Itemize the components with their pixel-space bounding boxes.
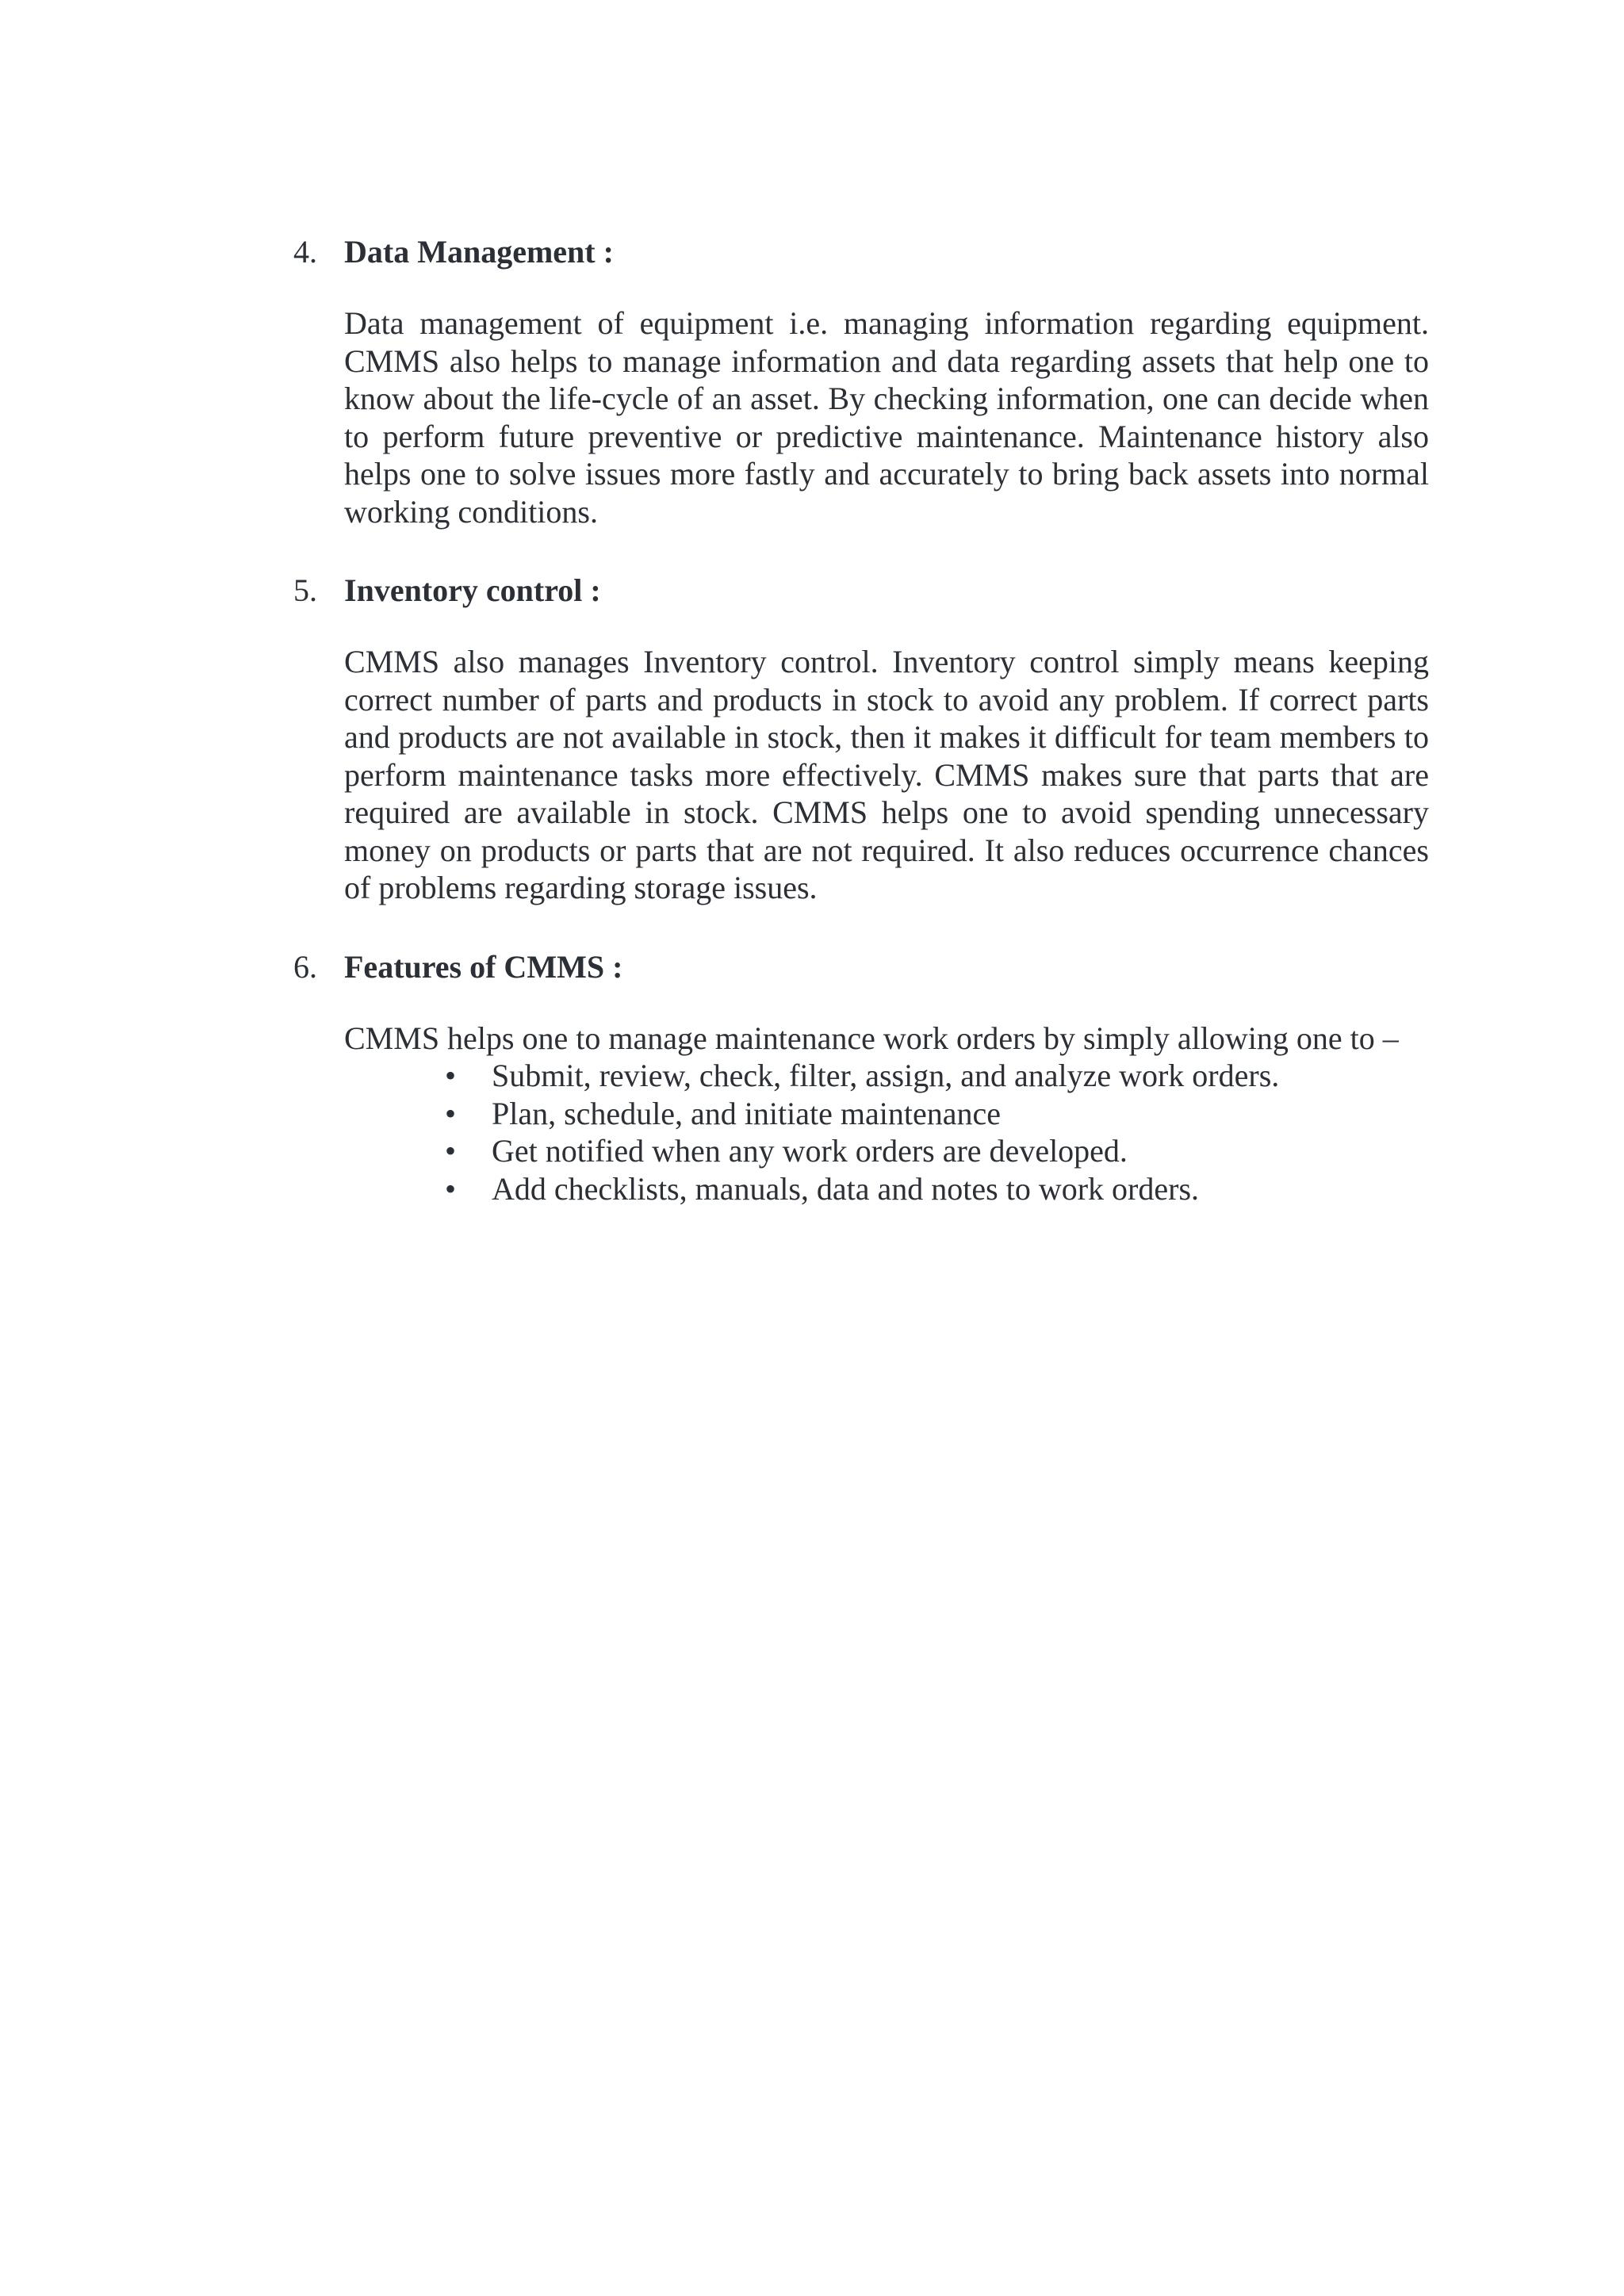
features-bullet-list [293,1057,1429,1207]
section-number: 5. [293,572,317,608]
section-title: Inventory control : [344,572,601,608]
bullet-icon: • [444,1058,456,1093]
list-item [293,1170,1429,1208]
section-number: 4. [293,234,317,270]
list-item [293,1095,1429,1133]
section-heading [293,945,1429,989]
bullet-icon: • [444,1133,456,1169]
section-title: Features of CMMS : [344,948,623,985]
list-item-text: Get notified when any work orders are developed. [492,1133,1128,1169]
section-heading [293,568,1429,613]
list-item-text: Plan, schedule, and initiate maintenance [492,1095,1001,1131]
section-number: 6. [293,948,317,985]
section-inventory-control [293,568,1429,907]
list-item-text: Submit, review, check, filter, assign, and analyze work orders. [492,1058,1280,1093]
list-item [293,1057,1429,1095]
list-item-text: Add checklists, manuals, data and notes to work orders. [492,1170,1200,1207]
section-title: Data Management : [344,234,614,270]
section-features-of-cmms [293,945,1429,1208]
bullet-icon: • [444,1170,456,1207]
section-paragraph: CMMS also manages Inventory control. Inventory control simply means keeping correct number of parts and products in stock to avoid any problem. If correct parts and products are not available in stock, then it makes it difficult for team members to perform maintenance tasks more effectively. CMMS makes sure that parts that are required are available in stock. CMMS helps one to avoid spending unnecessary money on products or parts that are not required. It also reduces occurrence chances of problems regarding storage issues. [344,644,1429,905]
section-spacer [293,530,1429,568]
bullet-icon: • [444,1095,456,1131]
section-paragraph: Data management of equipment i.e. managing information regarding equipment. CMMS also helps to manage information and data regarding assets that help one to know about the life-cycle of an asset. By checking information, one can decide when to perform future preventive or predictive maintenance. Maintenance history also helps one to solve issues more fastly and accurately to bring back assets into normal working conditions. [344,305,1429,530]
features-lead-text: CMMS helps one to manage maintenance work orders by simply allowing one to – [344,1020,1399,1056]
document-content [293,230,1429,1207]
section-data-management [293,230,1429,530]
section-heading [293,230,1429,274]
section-spacer [293,907,1429,945]
list-item [293,1132,1429,1170]
